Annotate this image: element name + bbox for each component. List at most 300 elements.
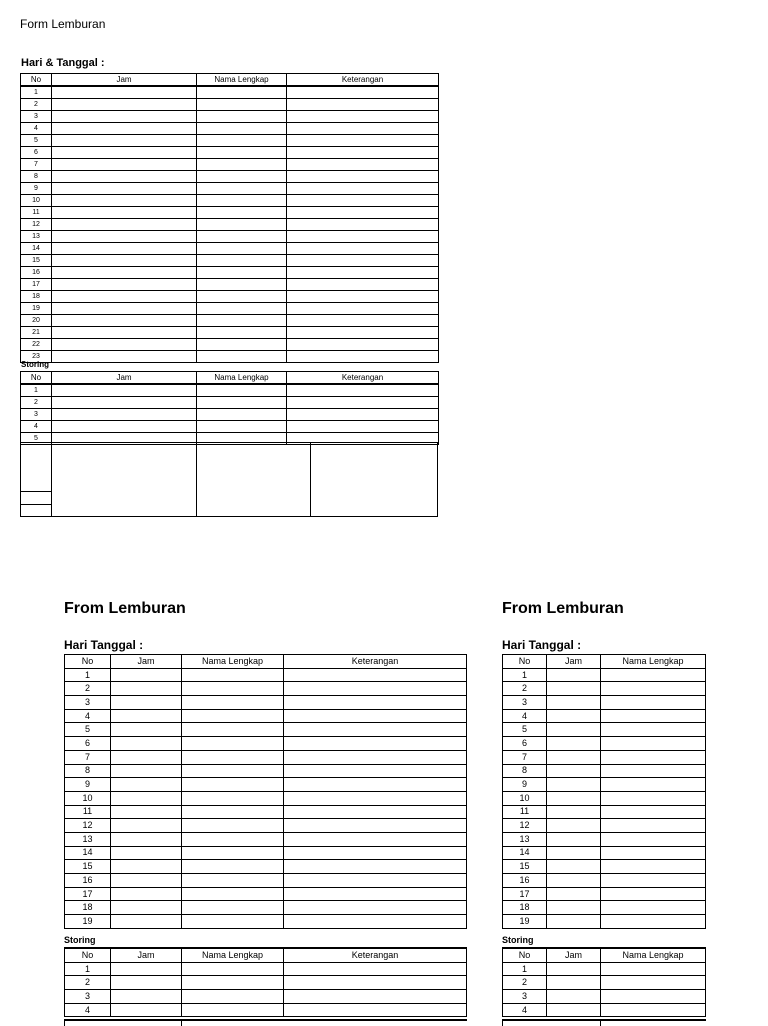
blank-cell[interactable] bbox=[547, 778, 601, 792]
blank-cell[interactable] bbox=[182, 990, 284, 1004]
blank-cell[interactable] bbox=[197, 99, 287, 111]
blank-cell[interactable] bbox=[287, 159, 439, 171]
blank-cell[interactable] bbox=[52, 351, 197, 363]
blank-cell[interactable] bbox=[197, 183, 287, 195]
blank-cell[interactable] bbox=[197, 231, 287, 243]
blank-cell[interactable] bbox=[111, 990, 182, 1004]
row-number: 8 bbox=[65, 764, 111, 778]
blank-cell[interactable] bbox=[52, 231, 197, 243]
table-row bbox=[503, 819, 706, 833]
row-number: 6 bbox=[65, 737, 111, 751]
table-row bbox=[503, 846, 706, 860]
blank-cell[interactable] bbox=[601, 874, 706, 888]
blank-cell[interactable] bbox=[197, 279, 287, 291]
blank-cell[interactable] bbox=[287, 327, 439, 339]
form2-table bbox=[64, 654, 467, 929]
blank-cell[interactable] bbox=[52, 267, 197, 279]
form1-storing-header-row bbox=[21, 372, 439, 385]
blank-cell[interactable] bbox=[284, 874, 467, 888]
col-header-nama-lengkap: Nama Lengkap bbox=[197, 74, 287, 87]
row-number: 22 bbox=[21, 339, 52, 351]
table-row bbox=[21, 327, 439, 339]
blank-cell[interactable] bbox=[284, 709, 467, 723]
blank-cell[interactable] bbox=[287, 111, 439, 123]
blank-cell[interactable] bbox=[287, 339, 439, 351]
blank-cell[interactable] bbox=[111, 709, 182, 723]
row-number: 1 bbox=[65, 962, 111, 976]
table-row bbox=[503, 1003, 706, 1017]
table-row bbox=[21, 291, 439, 303]
blank-cell[interactable] bbox=[287, 267, 439, 279]
blank-cell[interactable] bbox=[197, 303, 287, 315]
blank-cell[interactable] bbox=[52, 86, 197, 99]
blank-cell[interactable] bbox=[52, 147, 197, 159]
table-row bbox=[21, 183, 439, 195]
blank-cell[interactable] bbox=[284, 764, 467, 778]
blank-cell[interactable] bbox=[182, 819, 284, 833]
blank-cell[interactable] bbox=[52, 291, 197, 303]
blank-cell[interactable] bbox=[287, 99, 439, 111]
table-row bbox=[503, 750, 706, 764]
row-number: 10 bbox=[503, 791, 547, 805]
blank-cell[interactable] bbox=[287, 303, 439, 315]
row-number: 18 bbox=[503, 901, 547, 915]
blank-cell[interactable] bbox=[197, 267, 287, 279]
blank-cell[interactable] bbox=[197, 327, 287, 339]
blank-cell[interactable] bbox=[547, 668, 601, 682]
table-row bbox=[21, 135, 439, 147]
blank-cell[interactable] bbox=[601, 696, 706, 710]
blank-cell[interactable] bbox=[182, 764, 284, 778]
col-header-no: No bbox=[21, 74, 52, 87]
blank-cell[interactable] bbox=[52, 219, 197, 231]
blank-cell[interactable] bbox=[284, 915, 467, 929]
blank-cell[interactable] bbox=[111, 778, 182, 792]
blank-cell[interactable] bbox=[182, 832, 284, 846]
blank-cell[interactable] bbox=[182, 723, 284, 737]
table-row bbox=[21, 339, 439, 351]
row-number: 4 bbox=[503, 709, 547, 723]
blank-cell[interactable] bbox=[197, 291, 287, 303]
col-header-jam: Jam bbox=[547, 948, 601, 962]
blank-cell[interactable] bbox=[52, 279, 197, 291]
blank-cell[interactable] bbox=[601, 805, 706, 819]
blank-cell[interactable] bbox=[284, 778, 467, 792]
table-row bbox=[21, 99, 439, 111]
blank-cell[interactable] bbox=[601, 819, 706, 833]
blank-cell[interactable] bbox=[287, 384, 439, 397]
blank-cell[interactable] bbox=[601, 737, 706, 751]
row-number: 18 bbox=[65, 901, 111, 915]
blank-cell[interactable] bbox=[111, 887, 182, 901]
blank-cell[interactable] bbox=[197, 207, 287, 219]
blank-cell[interactable] bbox=[284, 901, 467, 915]
blank-cell[interactable] bbox=[197, 195, 287, 207]
blank-cell[interactable] bbox=[111, 819, 182, 833]
row-number: 13 bbox=[21, 231, 52, 243]
blank-cell[interactable] bbox=[111, 1003, 182, 1017]
table-row bbox=[503, 805, 706, 819]
blank-cell[interactable] bbox=[547, 696, 601, 710]
blank-cell[interactable] bbox=[52, 207, 197, 219]
row-number: 1 bbox=[503, 962, 547, 976]
blank-cell[interactable] bbox=[547, 887, 601, 901]
blank-cell[interactable] bbox=[287, 351, 439, 363]
table-row bbox=[21, 397, 439, 409]
blank-cell[interactable] bbox=[197, 159, 287, 171]
table-row bbox=[21, 159, 439, 171]
blank-cell[interactable] bbox=[111, 915, 182, 929]
blank-cell[interactable] bbox=[197, 171, 287, 183]
blank-cell[interactable] bbox=[287, 123, 439, 135]
blank-cell[interactable] bbox=[284, 668, 467, 682]
blank-cell[interactable] bbox=[284, 791, 467, 805]
blank-cell[interactable] bbox=[601, 778, 706, 792]
row-number: 2 bbox=[65, 976, 111, 990]
blank-cell[interactable] bbox=[547, 990, 601, 1004]
table-row bbox=[65, 819, 467, 833]
blank-cell[interactable] bbox=[284, 819, 467, 833]
row-number: 1 bbox=[21, 86, 52, 99]
table-row bbox=[503, 709, 706, 723]
form1-title: Form Lemburan bbox=[20, 17, 106, 31]
form1-signature-area bbox=[20, 442, 438, 517]
row-number: 4 bbox=[503, 1003, 547, 1017]
blank-cell[interactable] bbox=[547, 764, 601, 778]
row-number: 2 bbox=[503, 976, 547, 990]
blank-cell[interactable] bbox=[197, 243, 287, 255]
blank-cell[interactable] bbox=[284, 805, 467, 819]
blank-cell[interactable] bbox=[111, 737, 182, 751]
col-header-nama-lengkap: Nama Lengkap bbox=[182, 948, 284, 962]
blank-cell[interactable] bbox=[547, 976, 601, 990]
blank-cell[interactable] bbox=[601, 1003, 706, 1017]
blank-cell[interactable] bbox=[287, 291, 439, 303]
blank-cell[interactable] bbox=[284, 737, 467, 751]
blank-cell[interactable] bbox=[197, 384, 287, 397]
form1-storing-label: Storing bbox=[21, 360, 49, 369]
blank-cell[interactable] bbox=[182, 682, 284, 696]
blank-cell[interactable] bbox=[111, 764, 182, 778]
blank-cell[interactable] bbox=[601, 846, 706, 860]
row-number: 16 bbox=[21, 267, 52, 279]
blank-cell[interactable] bbox=[111, 860, 182, 874]
table-row bbox=[21, 315, 439, 327]
blank-cell[interactable] bbox=[284, 846, 467, 860]
form2-date-label: Hari Tanggal : bbox=[64, 638, 144, 652]
blank-cell[interactable] bbox=[52, 421, 197, 433]
blank-cell[interactable] bbox=[287, 421, 439, 433]
blank-cell[interactable] bbox=[601, 723, 706, 737]
blank-cell[interactable] bbox=[111, 846, 182, 860]
blank-cell[interactable] bbox=[547, 874, 601, 888]
table-row bbox=[65, 764, 467, 778]
blank-cell[interactable] bbox=[182, 791, 284, 805]
blank-cell[interactable] bbox=[52, 135, 197, 147]
blank-cell[interactable] bbox=[182, 901, 284, 915]
row-number: 7 bbox=[21, 159, 52, 171]
blank-cell[interactable] bbox=[197, 339, 287, 351]
form3-header-row bbox=[503, 655, 706, 669]
row-number: 8 bbox=[21, 171, 52, 183]
blank-cell[interactable] bbox=[547, 750, 601, 764]
table-row bbox=[503, 887, 706, 901]
row-number: 3 bbox=[65, 990, 111, 1004]
blank-cell[interactable] bbox=[197, 397, 287, 409]
blank-cell[interactable] bbox=[547, 791, 601, 805]
blank-cell[interactable] bbox=[52, 327, 197, 339]
blank-cell[interactable] bbox=[182, 962, 284, 976]
table-row bbox=[65, 709, 467, 723]
blank-cell[interactable] bbox=[284, 962, 467, 976]
blank-cell[interactable] bbox=[287, 255, 439, 267]
blank-cell[interactable] bbox=[547, 832, 601, 846]
blank-cell[interactable] bbox=[601, 682, 706, 696]
blank-cell[interactable] bbox=[182, 846, 284, 860]
blank-cell[interactable] bbox=[601, 915, 706, 929]
col-header-nama-lengkap: Nama Lengkap bbox=[182, 655, 284, 669]
blank-cell[interactable] bbox=[197, 147, 287, 159]
blank-cell[interactable] bbox=[287, 171, 439, 183]
blank-cell[interactable] bbox=[601, 962, 706, 976]
blank-cell[interactable] bbox=[182, 860, 284, 874]
blank-cell[interactable] bbox=[52, 195, 197, 207]
blank-cell[interactable] bbox=[182, 737, 284, 751]
blank-cell[interactable] bbox=[197, 409, 287, 421]
table-row bbox=[503, 874, 706, 888]
table-row bbox=[65, 832, 467, 846]
blank-cell[interactable] bbox=[284, 990, 467, 1004]
blank-cell[interactable] bbox=[111, 805, 182, 819]
row-number: 23 bbox=[21, 351, 52, 363]
blank-cell[interactable] bbox=[111, 901, 182, 915]
blank-cell[interactable] bbox=[287, 86, 439, 99]
blank-cell[interactable] bbox=[547, 860, 601, 874]
blank-cell[interactable] bbox=[284, 696, 467, 710]
table-row bbox=[21, 231, 439, 243]
col-header-no: No bbox=[21, 372, 52, 385]
blank-cell[interactable] bbox=[52, 384, 197, 397]
table-row bbox=[21, 303, 439, 315]
blank-cell[interactable] bbox=[197, 421, 287, 433]
blank-cell[interactable] bbox=[601, 791, 706, 805]
blank-cell[interactable] bbox=[547, 709, 601, 723]
table-row bbox=[21, 421, 439, 433]
row-number: 14 bbox=[65, 846, 111, 860]
col-header-jam: Jam bbox=[52, 74, 197, 87]
blank-cell[interactable] bbox=[601, 860, 706, 874]
blank-cell[interactable] bbox=[182, 887, 284, 901]
table-row bbox=[21, 171, 439, 183]
blank-cell[interactable] bbox=[197, 123, 287, 135]
blank-cell[interactable] bbox=[52, 159, 197, 171]
blank-cell[interactable] bbox=[111, 962, 182, 976]
blank-cell[interactable] bbox=[284, 750, 467, 764]
form3-table bbox=[502, 654, 706, 929]
blank-cell[interactable] bbox=[197, 255, 287, 267]
blank-cell[interactable] bbox=[601, 990, 706, 1004]
blank-cell[interactable] bbox=[287, 219, 439, 231]
blank-cell[interactable] bbox=[111, 723, 182, 737]
row-number: 3 bbox=[65, 696, 111, 710]
blank-cell[interactable] bbox=[197, 135, 287, 147]
blank-cell[interactable] bbox=[547, 901, 601, 915]
table-row bbox=[503, 901, 706, 915]
blank-cell[interactable] bbox=[547, 846, 601, 860]
blank-cell[interactable] bbox=[111, 874, 182, 888]
blank-cell[interactable] bbox=[284, 887, 467, 901]
blank-cell[interactable] bbox=[547, 915, 601, 929]
blank-cell[interactable] bbox=[52, 99, 197, 111]
blank-cell[interactable] bbox=[287, 231, 439, 243]
table-row bbox=[503, 915, 706, 929]
blank-cell[interactable] bbox=[111, 791, 182, 805]
form1-date-label: Hari & Tanggal : bbox=[21, 57, 105, 69]
row-number: 10 bbox=[21, 195, 52, 207]
blank-cell[interactable] bbox=[547, 962, 601, 976]
blank-cell[interactable] bbox=[182, 874, 284, 888]
row-number: 15 bbox=[65, 860, 111, 874]
blank-cell[interactable] bbox=[287, 409, 439, 421]
blank-cell[interactable] bbox=[182, 696, 284, 710]
blank-cell[interactable] bbox=[197, 86, 287, 99]
blank-cell[interactable] bbox=[547, 819, 601, 833]
blank-cell[interactable] bbox=[111, 832, 182, 846]
blank-cell[interactable] bbox=[547, 723, 601, 737]
row-number: 4 bbox=[65, 709, 111, 723]
table-row bbox=[65, 696, 467, 710]
row-number: 13 bbox=[65, 832, 111, 846]
blank-cell[interactable] bbox=[547, 1003, 601, 1017]
table-row bbox=[21, 207, 439, 219]
blank-cell[interactable] bbox=[52, 339, 197, 351]
divider bbox=[196, 443, 197, 516]
row-number: 20 bbox=[21, 315, 52, 327]
blank-cell[interactable] bbox=[197, 315, 287, 327]
blank-cell[interactable] bbox=[287, 279, 439, 291]
form3-storing-table bbox=[502, 947, 706, 1017]
row-number: 2 bbox=[21, 397, 52, 409]
blank-cell[interactable] bbox=[52, 111, 197, 123]
blank-cell[interactable] bbox=[182, 778, 284, 792]
blank-cell[interactable] bbox=[197, 111, 287, 123]
blank-cell[interactable] bbox=[197, 219, 287, 231]
table-row bbox=[503, 860, 706, 874]
table-row bbox=[503, 668, 706, 682]
blank-cell[interactable] bbox=[52, 315, 197, 327]
blank-cell[interactable] bbox=[287, 183, 439, 195]
table-row bbox=[65, 750, 467, 764]
blank-cell[interactable] bbox=[601, 887, 706, 901]
blank-cell[interactable] bbox=[284, 832, 467, 846]
blank-cell[interactable] bbox=[601, 976, 706, 990]
row-number: 1 bbox=[65, 668, 111, 682]
row-number: 11 bbox=[65, 805, 111, 819]
row-number: 8 bbox=[503, 764, 547, 778]
col-header-nama-lengkap: Nama Lengkap bbox=[601, 948, 706, 962]
blank-cell[interactable] bbox=[182, 915, 284, 929]
row-number: 7 bbox=[503, 750, 547, 764]
col-header-no: No bbox=[503, 948, 547, 962]
row-number: 11 bbox=[21, 207, 52, 219]
blank-cell[interactable] bbox=[182, 976, 284, 990]
blank-cell[interactable] bbox=[182, 1003, 284, 1017]
blank-cell[interactable] bbox=[52, 397, 197, 409]
blank-cell[interactable] bbox=[547, 682, 601, 696]
table-row bbox=[21, 111, 439, 123]
blank-cell[interactable] bbox=[547, 805, 601, 819]
blank-cell[interactable] bbox=[182, 668, 284, 682]
table-row bbox=[65, 874, 467, 888]
blank-cell[interactable] bbox=[284, 682, 467, 696]
divider bbox=[21, 504, 52, 505]
blank-cell[interactable] bbox=[601, 764, 706, 778]
blank-cell[interactable] bbox=[601, 668, 706, 682]
blank-cell[interactable] bbox=[52, 255, 197, 267]
blank-cell[interactable] bbox=[111, 682, 182, 696]
row-number: 5 bbox=[503, 723, 547, 737]
col-header-jam: Jam bbox=[547, 655, 601, 669]
row-number: 7 bbox=[65, 750, 111, 764]
blank-cell[interactable] bbox=[182, 805, 284, 819]
blank-cell[interactable] bbox=[287, 397, 439, 409]
form3-date-label: Hari Tanggal : bbox=[502, 638, 582, 652]
blank-cell[interactable] bbox=[284, 1003, 467, 1017]
blank-cell[interactable] bbox=[284, 723, 467, 737]
row-number: 3 bbox=[21, 111, 52, 123]
blank-cell[interactable] bbox=[601, 750, 706, 764]
table-row bbox=[65, 1003, 467, 1017]
blank-cell[interactable] bbox=[601, 832, 706, 846]
row-number: 17 bbox=[503, 887, 547, 901]
row-number: 10 bbox=[65, 791, 111, 805]
row-number: 14 bbox=[21, 243, 52, 255]
blank-cell[interactable] bbox=[111, 750, 182, 764]
form3-title: From Lemburan bbox=[502, 600, 624, 617]
blank-cell[interactable] bbox=[197, 351, 287, 363]
blank-cell[interactable] bbox=[287, 207, 439, 219]
blank-cell[interactable] bbox=[284, 976, 467, 990]
blank-cell[interactable] bbox=[284, 860, 467, 874]
table-row bbox=[21, 279, 439, 291]
blank-cell[interactable] bbox=[52, 171, 197, 183]
form3-storing-header-row bbox=[503, 948, 706, 962]
blank-cell[interactable] bbox=[111, 976, 182, 990]
col-header-jam: Jam bbox=[111, 655, 182, 669]
table-row bbox=[21, 243, 439, 255]
blank-cell[interactable] bbox=[287, 195, 439, 207]
row-number: 19 bbox=[503, 915, 547, 929]
blank-cell[interactable] bbox=[287, 147, 439, 159]
blank-cell[interactable] bbox=[52, 123, 197, 135]
blank-cell[interactable] bbox=[601, 901, 706, 915]
blank-cell[interactable] bbox=[601, 709, 706, 723]
blank-cell[interactable] bbox=[287, 243, 439, 255]
blank-cell[interactable] bbox=[52, 183, 197, 195]
blank-cell[interactable] bbox=[52, 243, 197, 255]
blank-cell[interactable] bbox=[547, 737, 601, 751]
blank-cell[interactable] bbox=[182, 750, 284, 764]
table-row bbox=[65, 962, 467, 976]
blank-cell[interactable] bbox=[287, 135, 439, 147]
blank-cell[interactable] bbox=[111, 668, 182, 682]
blank-cell[interactable] bbox=[111, 696, 182, 710]
blank-cell[interactable] bbox=[182, 709, 284, 723]
blank-cell[interactable] bbox=[52, 409, 197, 421]
table-row bbox=[503, 791, 706, 805]
blank-cell[interactable] bbox=[52, 303, 197, 315]
blank-cell[interactable] bbox=[287, 315, 439, 327]
